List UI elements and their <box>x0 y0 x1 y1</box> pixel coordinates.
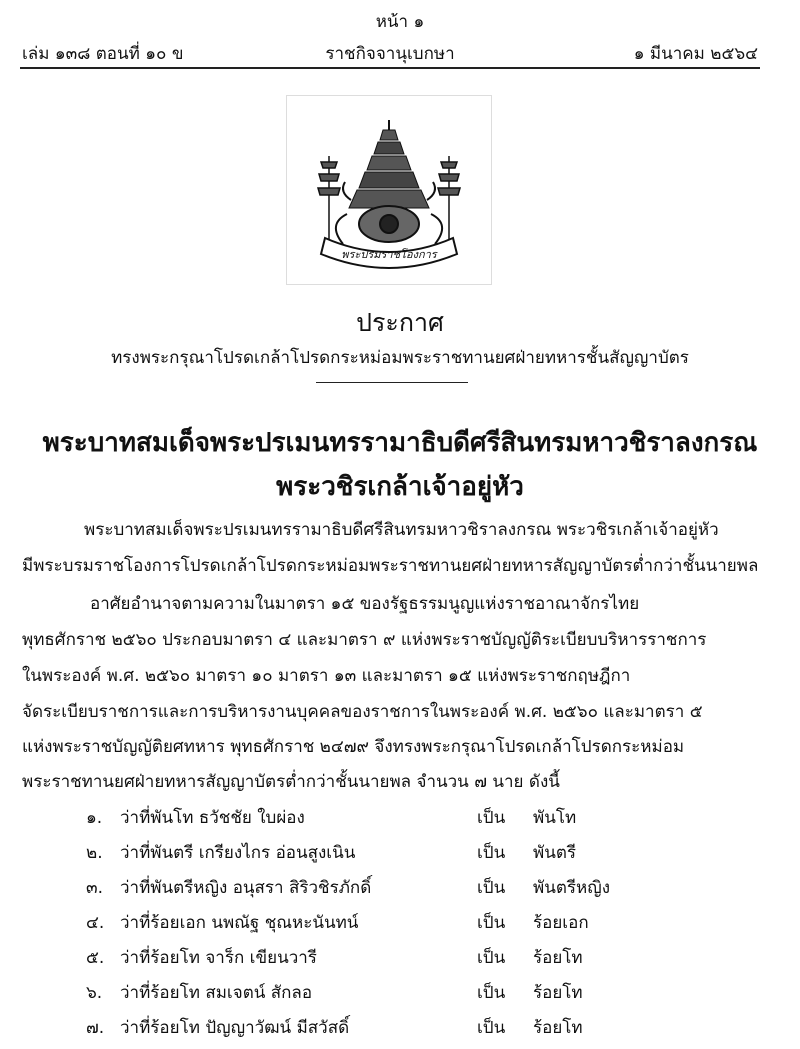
appointment-rank: ร้อยโท <box>533 1018 583 1038</box>
appointment-rank: ร้อยโท <box>533 983 583 1003</box>
appointment-row <box>0 979 800 1009</box>
appointment-as: เป็น <box>477 983 506 1003</box>
king-title-line-2: พระวชิรเกล้าเจ้าอยู่หัว <box>276 472 524 502</box>
appointment-row <box>0 909 800 939</box>
appointee-name: ว่าที่พันโท ธวัชชัย ใบผ่อง <box>120 808 305 828</box>
document-type: ประกาศ <box>356 308 444 337</box>
appointment-rank: ร้อยโท <box>533 948 583 968</box>
appointment-as: เป็น <box>477 843 506 863</box>
paragraph-line: พระบาทสมเด็จพระปรเมนทรรามาธิบดีศรีสินทรมหาวชิราลงกรณ พระวชิรเกล้าเจ้าอยู่หัว <box>84 520 719 540</box>
paragraph-line: จัดระเบียบราชการและการบริหารงานบุคคลของราชการในพระองค์ พ.ศ. ๒๕๖๐ และมาตรา ๕ <box>22 702 703 722</box>
document-subject: ทรงพระกรุณาโปรดเกล้าโปรดกระหม่อมพระราชทานยศฝ่ายทหารชั้นสัญญาบัตร <box>111 348 689 368</box>
appointment-number: ๓. <box>86 878 104 898</box>
appointee-name: ว่าที่พันตรีหญิง อนุสรา สิริวชิรภักดิ์ <box>120 878 372 898</box>
appointee-name: ว่าที่ร้อยโท ปัญญาวัฒน์ มีสวัสดิ์ <box>120 1018 350 1038</box>
paragraph-line: มีพระบรมราชโองการโปรดเกล้าโปรดกระหม่อมพระราชทานยศฝ่ายทหารสัญญาบัตรต่ำกว่าชั้นนายพล <box>22 556 759 576</box>
appointment-rank: ร้อยเอก <box>533 913 589 933</box>
header-rule <box>20 67 760 69</box>
appointee-name: ว่าที่พันตรี เกรียงไกร อ่อนสูงเนิน <box>120 843 356 863</box>
appointee-name: ว่าที่ร้อยเอก นพณัฐ ชุณหะนันทน์ <box>120 913 359 933</box>
appointment-number: ๗. <box>86 1018 105 1038</box>
appointment-as: เป็น <box>477 948 506 968</box>
gazette-header <box>22 40 758 66</box>
publication-date: ๑ มีนาคม ๒๕๖๔ <box>633 44 758 64</box>
paragraph-line: พระราชทานยศฝ่ายทหารสัญญาบัตรต่ำกว่าชั้นนายพล จำนวน ๗ นาย ดังนี้ <box>22 772 560 792</box>
appointment-rank: พันตรีหญิง <box>533 878 610 898</box>
appointment-number: ๖. <box>86 983 103 1003</box>
subject-rule <box>316 382 468 383</box>
paragraph-line: พุทธศักราช ๒๕๖๐ ประกอบมาตรา ๔ และมาตรา ๙ แห่งพระราชบัญญัติระเบียบบริหารราชการ <box>22 630 707 650</box>
gazette-name: ราชกิจจานุเบกษา <box>325 44 455 64</box>
appointment-number: ๒. <box>86 843 103 863</box>
appointment-rank: พันตรี <box>533 843 576 863</box>
paragraph-line: แห่งพระราชบัญญัติยศทหาร พุทธศักราช ๒๔๗๙ จึงทรงพระกรุณาโปรดเกล้าโปรดกระหม่อม <box>22 737 685 757</box>
volume-issue: เล่ม ๑๓๘ ตอนที่ ๑๐ ข <box>22 44 184 64</box>
appointee-name: ว่าที่ร้อยโท จาร็ก เขียนวารี <box>120 948 317 968</box>
appointment-as: เป็น <box>477 1018 506 1038</box>
ribbon-text: พระปรมราชโองการ <box>341 248 437 261</box>
paragraph-line: อาศัยอำนาจตามความในมาตรา ๑๕ ของรัฐธรรมนูญแห่งราชอาณาจักรไทย <box>90 594 640 614</box>
appointment-number: ๔. <box>86 913 105 933</box>
appointee-name: ว่าที่ร้อยโท สมเจตน์ สักลอ <box>120 983 313 1003</box>
king-title-line-1: พระบาทสมเด็จพระปรเมนทรรามาธิบดีศรีสินทรมหาวชิราลงกรณ <box>42 428 758 458</box>
appointment-rank: พันโท <box>533 808 577 828</box>
appointment-as: เป็น <box>477 878 506 898</box>
appointment-row <box>0 839 800 869</box>
appointment-row <box>0 1014 800 1044</box>
appointment-row <box>0 804 800 834</box>
appointment-as: เป็น <box>477 913 506 933</box>
appointment-number: ๑. <box>86 808 103 828</box>
paragraph-line: ในพระองค์ พ.ศ. ๒๕๖๐ มาตรา ๑๐ มาตรา ๑๓ และมาตรา ๑๕ แห่งพระราชกฤษฎีกา <box>22 666 631 686</box>
appointment-as: เป็น <box>477 808 506 828</box>
page-number: หน้า ๑ <box>375 12 425 32</box>
appointment-row <box>0 944 800 974</box>
appointment-row <box>0 874 800 904</box>
appointment-number: ๕. <box>86 948 105 968</box>
royal-seal-emblem-icon <box>286 95 492 285</box>
